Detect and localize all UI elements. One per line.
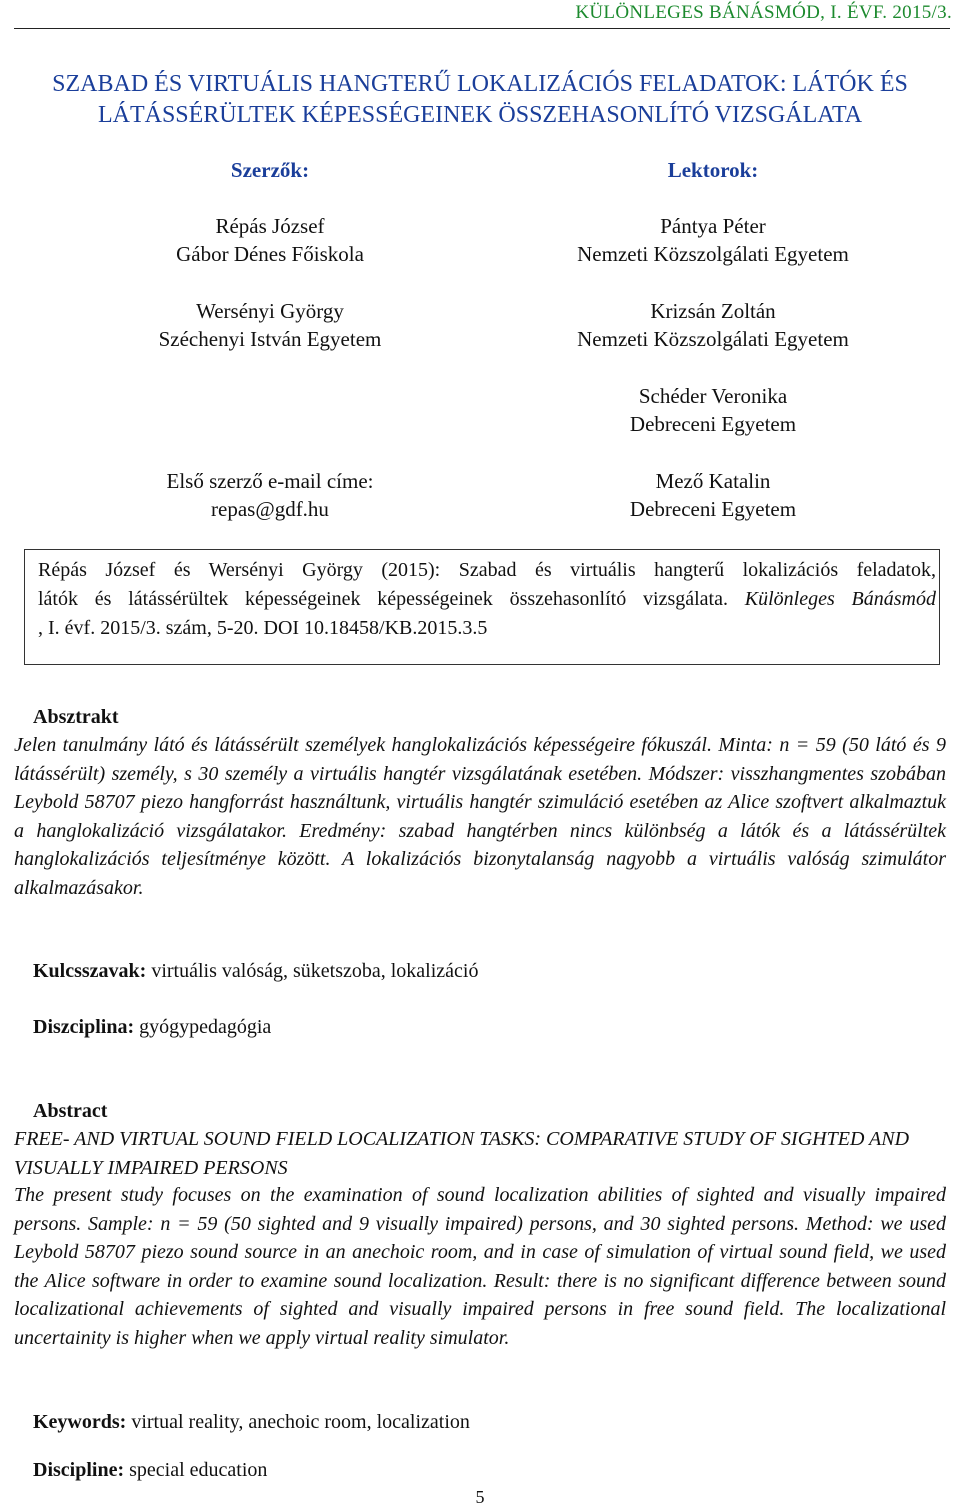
citation-journal: Különleges Bánásmód [744, 588, 937, 610]
abstract-hu-heading: Absztrakt [33, 706, 119, 728]
header-rule [14, 28, 950, 29]
discipline-hu-value: gyógypedagógia [134, 1016, 272, 1038]
reviewers-heading: Lektorok: [667, 158, 759, 182]
title-line-2: LÁTÁSSÉRÜLTEK KÉPESSÉGEINEK ÖSSZEHASONLÍTÓ VIZSGÁLATA [97, 102, 863, 128]
reviewer-affiliation: Debreceni Egyetem [629, 497, 797, 521]
author-affiliation: Széchenyi István Egyetem [158, 327, 382, 351]
article-title [10, 69, 950, 131]
abstract-en-title: FREE- AND VIRTUAL SOUND FIELD LOCALIZATION TASKS: COMPARATIVE STUDY OF SIGHTED AND VISUALLY IMPAIRED PERSONS [14, 1128, 910, 1179]
keywords-en [33, 1408, 960, 1437]
reviewer-name: Schéder Veronika [638, 384, 788, 408]
abstract-en-heading: Abstract [33, 1100, 108, 1122]
citation-line-3: , I. évf. 2015/3. szám, 5-20. DOI 10.18458/KB.2015.3.5 [38, 617, 488, 639]
running-head: KÜLÖNLEGES BÁNÁSMÓD, I. ÉVF. 2015/3. [575, 2, 952, 23]
reviewer-3 [523, 382, 903, 438]
reviewer-name: Krizsán Zoltán [650, 299, 776, 323]
citation-text [38, 556, 936, 643]
title-line-1: SZABAD ÉS VIRTUÁLIS HANGTERŰ LOKALIZÁCIÓS FELADATOK: LÁTÓK ÉS [52, 71, 908, 97]
keywords-en-value: virtual reality, anechoic room, localization [126, 1411, 470, 1433]
reviewer-affiliation: Nemzeti Közszolgálati Egyetem [577, 327, 849, 351]
citation-line-2: látók és látássérültek képességeinek képességeinek összehasonlító vizsgálata. Különleges Bánásmód [38, 588, 937, 610]
reviewer-name: Mező Katalin [655, 469, 771, 493]
citation-line-1: Répás József és Wersényi György (2015): Szabad és virtuális hangterű lokalizációs feladatok, [38, 559, 936, 581]
discipline-en-label: Discipline: [33, 1459, 125, 1481]
abstract-hu-text: Jelen tanulmány látó és látássérült személyek hanglokalizációs képességeire fókuszál. Minta: n = 59 (50 látó és 9 látássérült) személy, s 30 személy a virtuális hangtér vizsgálatának esetében. Módszer: visszhangmentes szobában Leybold 58707 piezo hangforrást használtunk, virtuális hangtér szimuláció esetében az Alice szoftvert alkalmaztuk a hanglokalizáció vizsgálatakor. Eredmény: szabad hangtérben nincs különbség a látók és a látássérültek hanglokalizációs teljesítménye között. A lokalizációs bizonytalanság nagyobb a virtuális valóság szimulátor alkalmazásakor. [14, 734, 946, 899]
email-link[interactable]: repas@gdf.hu [211, 497, 329, 521]
reviewer-affiliation: Debreceni Egyetem [629, 412, 797, 436]
reviewer-name: Pántya Péter [660, 214, 766, 238]
abstract-en-text: The present study focuses on the examination of sound localization abilities of sighted and visually impaired persons. Sample: n = 59 (50 sighted and 9 visually impaired) persons, and 30 sighted persons. Method: we used Leybold 58707 piezo sound source in an anechoic room, and in case of simulation of virtual sound field, we used the Alice software in order to examine sound localization. Result: there is no significant difference between sound localizational achievements of sighted and visually impaired persons in free sound field. The localizational uncertainity is higher when we apply virtual reality simulator. [14, 1184, 946, 1349]
reviewer-affiliation: Nemzeti Közszolgálati Egyetem [577, 242, 849, 266]
page-number: 5 [475, 1487, 485, 1507]
discipline-hu [33, 1013, 960, 1042]
discipline-hu-label: Diszciplina: [33, 1016, 135, 1038]
keywords-hu-label: Kulcsszavak: [33, 960, 147, 982]
reviewer-2 [523, 297, 903, 353]
discipline-en-value: special education [124, 1459, 268, 1481]
keywords-hu-value: virtuális valóság, süketszoba, lokalizáció [146, 960, 479, 982]
keywords-en-label: Keywords: [33, 1411, 127, 1433]
author-name: Wersényi György [196, 299, 344, 323]
author-1 [80, 212, 460, 268]
reviewer-4 [523, 467, 903, 523]
authors-heading: Szerzők: [230, 158, 310, 182]
email-label: Első szerző e-mail címe: [166, 469, 374, 493]
author-2 [80, 297, 460, 353]
author-email-block [80, 467, 460, 523]
reviewer-1 [523, 212, 903, 268]
discipline-en [33, 1456, 960, 1485]
keywords-hu [33, 957, 960, 986]
author-affiliation: Gábor Dénes Főiskola [176, 242, 364, 266]
author-name: Répás József [215, 214, 325, 238]
